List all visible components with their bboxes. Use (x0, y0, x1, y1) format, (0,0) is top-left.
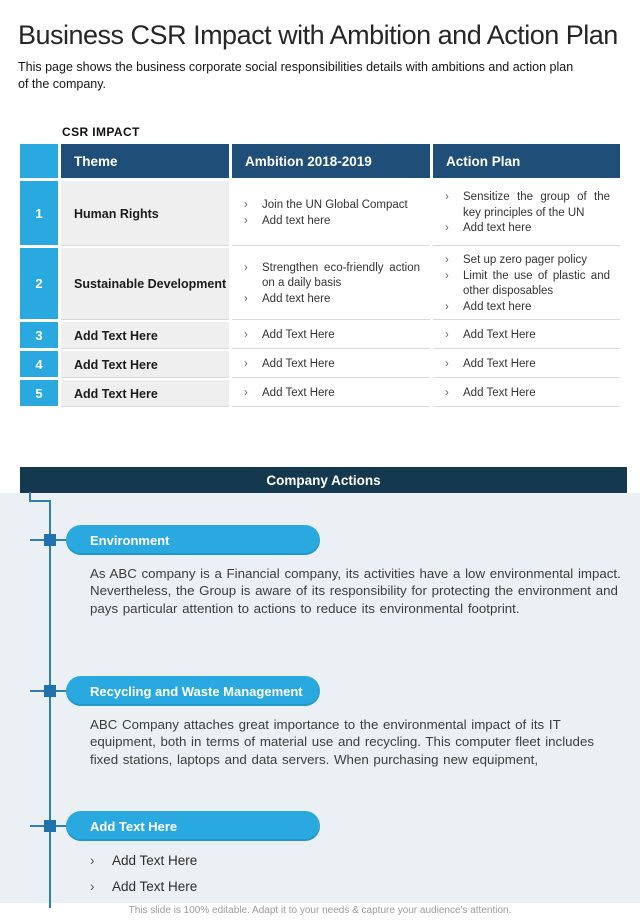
bullet-item (90, 852, 590, 870)
chevron-bullet-icon: › (244, 386, 248, 399)
page-subtitle: This page shows the business corporate social responsibilities details with ambitions and action plan of the company. (18, 60, 574, 91)
bullet-text: Add Text Here (112, 878, 198, 894)
bullet-text: Add Text Here (262, 386, 335, 399)
chevron-bullet-icon: › (445, 222, 449, 235)
company-actions-header: Company Actions (20, 467, 627, 493)
action-pill (66, 676, 320, 706)
action-pill-label: Recycling and Waste Management (90, 683, 303, 699)
row-ambition (232, 248, 430, 322)
bullet-item (445, 328, 610, 344)
row-number: 3 (20, 322, 58, 351)
footer-note: This slide is 100% editable. Adapt it to your needs & capture your audience's attention. (128, 905, 512, 916)
bullet-text: Add text here (262, 292, 331, 305)
table-row (20, 351, 620, 380)
chevron-bullet-icon: › (445, 254, 449, 266)
csr-table-header (20, 144, 620, 178)
table-row (20, 248, 620, 322)
bullet-item (445, 269, 610, 300)
row-action (433, 351, 620, 380)
chevron-bullet-icon: › (244, 198, 248, 211)
row-theme: Add Text Here (61, 351, 229, 380)
row-theme: Add Text Here (61, 380, 229, 409)
table-row (20, 380, 620, 409)
action-pill-label: Add Text Here (90, 818, 178, 834)
column-header-action-plan: Action Plan (433, 144, 620, 178)
bullet-text: Add Text Here (463, 357, 536, 370)
connector-node-icon (44, 820, 56, 832)
page-title: Business CSR Impact with Ambition and Action Plan (18, 20, 618, 50)
row-theme: Human Rights (61, 181, 229, 248)
bullet-item (445, 386, 610, 402)
row-number: 2 (20, 248, 58, 322)
chevron-bullet-icon: › (244, 357, 248, 370)
row-theme: Sustainable Development (61, 248, 229, 322)
chevron-bullet-icon: › (90, 878, 95, 894)
bullet-item (445, 357, 610, 373)
bullet-text: Add Text Here (262, 357, 335, 370)
chevron-bullet-icon: › (244, 328, 248, 341)
chevron-bullet-icon: › (244, 292, 248, 305)
row-action (433, 248, 620, 322)
bullet-text: Set up zero pager policy (463, 254, 588, 266)
bullet-item (445, 253, 610, 269)
action-pill (66, 525, 320, 555)
bullet-item (244, 357, 420, 373)
chevron-bullet-icon: › (445, 191, 449, 204)
chevron-bullet-icon: › (445, 386, 449, 399)
chevron-bullet-icon: › (244, 214, 248, 227)
row-action (433, 380, 620, 409)
row-theme: Add Text Here (61, 322, 229, 351)
bullet-text: Limit the use of plastic and other disposables (463, 269, 610, 298)
bullet-text: Add Text Here (112, 853, 198, 868)
bullet-text: Add text here (463, 222, 532, 235)
bullet-text: Sensitize the group of the key principles of the UN (463, 191, 610, 219)
bullet-text: Strengthen eco-friendly action on a daily basis (262, 261, 420, 290)
csr-table-body (20, 181, 620, 409)
row-action (433, 181, 620, 248)
row-number: 4 (20, 351, 58, 380)
bullet-item (244, 292, 420, 308)
chevron-bullet-icon: › (445, 328, 449, 341)
chevron-bullet-icon: › (445, 300, 449, 313)
table-row (20, 181, 620, 248)
action-bullets (90, 852, 590, 903)
bullet-text: Join the UN Global Compact (262, 198, 408, 211)
bullet-item (90, 878, 590, 896)
chevron-bullet-icon: › (90, 853, 95, 868)
bullet-item (244, 386, 420, 402)
bullet-item (244, 261, 420, 292)
connector-node-icon (44, 685, 56, 697)
table-corner-cell (20, 144, 58, 178)
action-body-text: ABC Company attaches great importance to the environmental impact of its IT equipment, both in terms of material use and recycling. This computer fleet includes fixed stations, laptops and data servers. When purchasing new equipment, (90, 717, 594, 767)
bullet-text: Add text here (463, 300, 532, 313)
row-action (433, 322, 620, 351)
bullet-text: Add Text Here (262, 328, 335, 341)
column-header-ambition: Ambition 2018-2019 (232, 144, 430, 178)
action-body-text: As ABC company is a Financial company, its activities have a low environmental impact. Nevertheless, the Group is aware of its responsibility for protecting the environment and pays particular attention to actions to reduce its environmental footprint. (90, 566, 621, 616)
action-pill (66, 811, 320, 841)
bullet-item (445, 300, 610, 316)
action-pill-label: Environment (90, 532, 170, 548)
bullet-item (445, 221, 610, 237)
column-header-theme: Theme (61, 144, 229, 178)
row-number: 5 (20, 380, 58, 409)
row-ambition (232, 351, 430, 380)
csr-impact-label: CSR IMPACT (62, 125, 140, 139)
bullet-text: Add Text Here (463, 328, 536, 341)
chevron-bullet-icon: › (244, 261, 248, 274)
bullet-text: Add Text Here (463, 386, 536, 399)
row-ambition (232, 380, 430, 409)
connector-node-icon (44, 534, 56, 546)
chevron-bullet-icon: › (445, 357, 449, 370)
bullet-item (244, 214, 420, 230)
row-ambition (232, 181, 430, 248)
bullet-item (244, 328, 420, 344)
bullet-item (445, 190, 610, 221)
connector-elbow-horizontal (29, 500, 51, 502)
table-row (20, 322, 620, 351)
chevron-bullet-icon: › (445, 269, 449, 282)
bullet-text: Add text here (262, 214, 331, 227)
row-number: 1 (20, 181, 58, 248)
row-ambition (232, 322, 430, 351)
connector-spine (49, 500, 51, 908)
bullet-item (244, 198, 420, 214)
